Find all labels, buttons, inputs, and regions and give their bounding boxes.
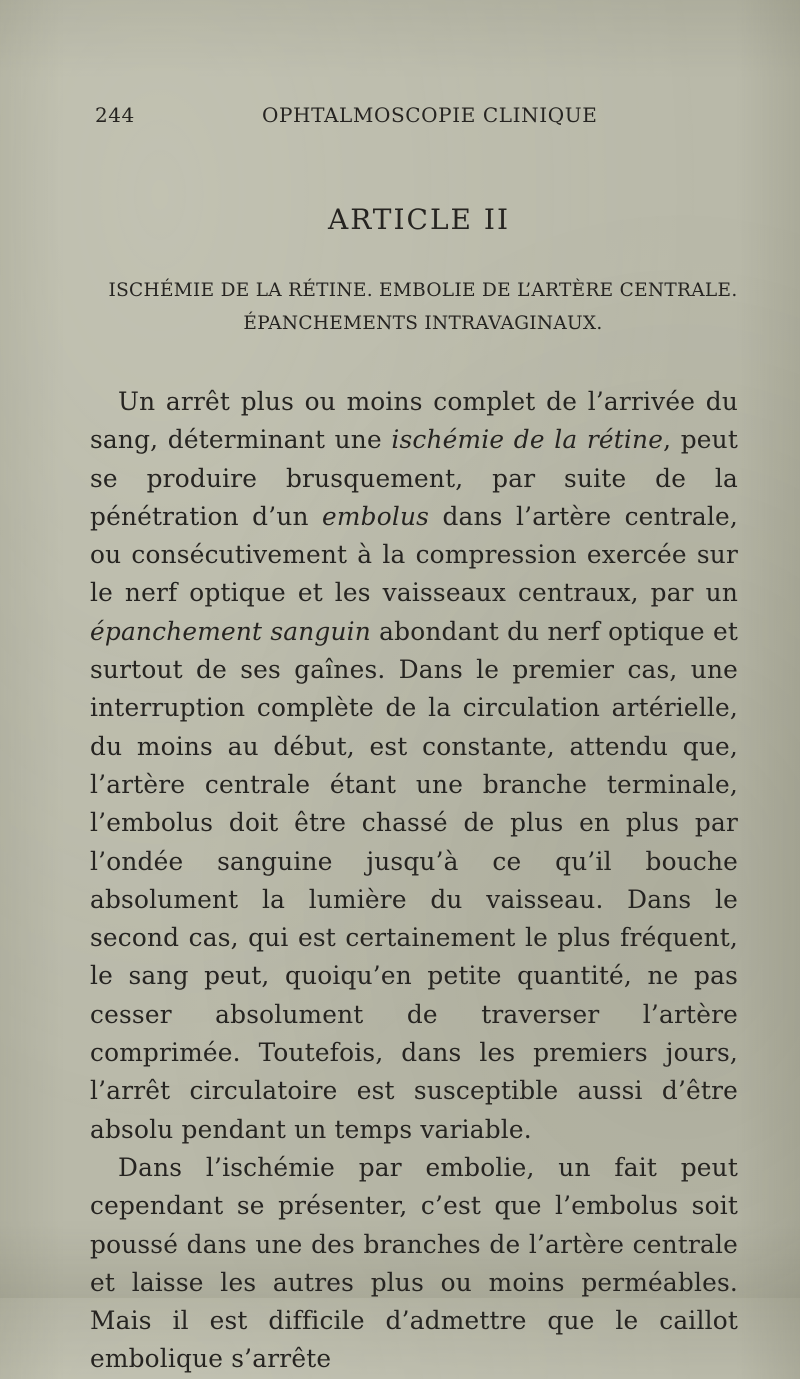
italic-term-embolus: embolus — [322, 501, 430, 531]
article-heading: ARTICLE II — [327, 203, 511, 236]
text-segment: , peut se produire brusquement, par suite de la pénétration d’un — [90, 425, 738, 531]
text-segment: dans l’artère centrale, ou consécutivement à la compression exercée sur le nerf optique et les vaisseaux centraux, par un — [90, 501, 738, 608]
text-segment: Dans l’ischémie par embolie, un fait peut cependant se présenter, c’est que l’embolus soit poussé dans une des branches de l’artère centrale et laisse les autres plus ou moins perméables. Mais il est difficile d’admettre que le caillot embolique s’arrête — [90, 1152, 738, 1374]
section-title-line-1: ISCHÉMIE DE LA RÉTINE. EMBOLIE DE L’ARTÈRE CENTRALE. — [108, 280, 738, 301]
running-title: OPHTALMOSCOPIE CLINIQUE — [262, 103, 598, 127]
paragraph-2 — [90, 1149, 738, 1379]
section-title — [93, 274, 753, 340]
text-segment: Un arrêt plus ou moins complet de l’arrivée du sang, déterminant une — [90, 387, 738, 455]
italic-term-ischemie: ischémie de la rétine — [391, 425, 664, 455]
paragraph-1 — [90, 383, 738, 1149]
page-number: 244 — [95, 103, 135, 127]
text-segment: abondant du nerf optique et surtout de ses gaînes. Dans le premier cas, une interruption complète de la circulation artérielle, du moins au début, est constante, attendu que, l’artère centrale étant une branche terminale, l’embolus doit être chassé de plus en plus par l’ondée sanguine jusqu’à ce qu’il bouche absolument la lumière du vaisseau. Dans le second cas, qui est certainement le plus fréquent, le sang peut, quoiqu’en petite quantité, ne pas cesser absolument de traverser l’artère comprimée. Toutefois, dans les premiers jours, l’arrêt circulatoire est susceptible aussi d’être absolu pendant un temps variable. — [90, 616, 738, 1144]
section-title-line-2: ÉPANCHEMENTS INTRAVAGINAUX. — [243, 313, 603, 334]
running-head — [0, 103, 800, 133]
body-text — [90, 383, 738, 1379]
italic-term-epanchement: épanchement sanguin — [90, 616, 371, 646]
